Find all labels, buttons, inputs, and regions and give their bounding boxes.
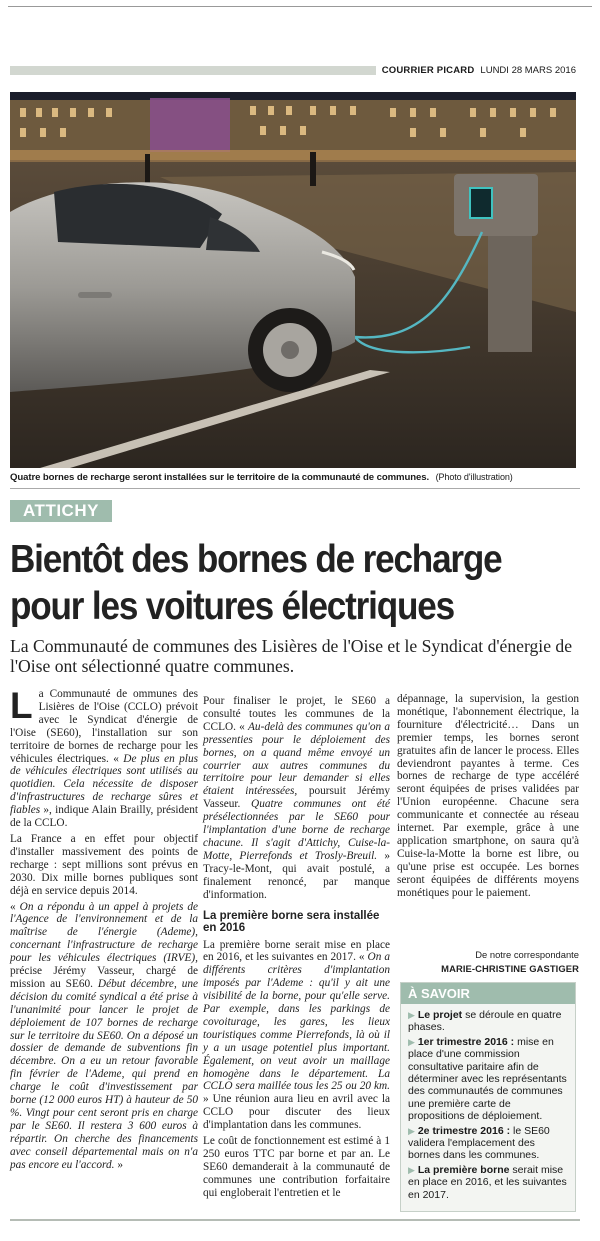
quote-run: Début décembre, une décision du comité syndical a été prise à l'unanimité pour lancer le projet de déploiement de 107 bornes de recharge sur le territoire du SE60. On a déposé un dossier de demande de subventions fin décembre. On a eu un retour favorable fin février de l'Ademe, qui prend en charge le coût d'investissement par borne (12 000 euros HT) à hauteur de 50 %. Vingt pour cent seront pris en charge par le SE60. Il restera 3 600 euros à répartir. On cherche des financements avec conseil départemental mais on n'a pas encore eu l'accord. [10,977,199,1171]
a-savoir-box [400,982,576,1212]
text-run: Pour finaliser le projet, le SE60 a consulté toutes les communes de la CCLO. « [203,695,390,733]
photo-credit: (Photo d'illustration) [435,472,513,482]
paragraph-6: Le coût de fonctionnement est estimé à 1 250 euros TTC par borne et par an. Le SE60 demanderait à la communauté de communes une contribution forfaitaire qui engloberait l'entretien et le [203,1135,390,1199]
photo-caption [10,472,580,483]
a-savoir-title: À SAVOIR [401,983,575,1004]
paragraph-6-continued: dépannage, la supervision, la gestion monétique, l'abonnement électrique, la fourniture d'électricité… Dans un premier temps, les bornes seront gratuites afin de lancer le process. Elles deviendront payantes à terme. Ces bornes de recharge de type accéléré seront équipées de prises validées par l'Union européenne. Chacune sera communicante et connectée au réseau internet. Par exemple, grâce à une application smartphone, on saura qu'à Cuise-la-Motte la borne est libre, ou qu'une prise est occupée. Les bornes seront équipées de différents moyens monétiques pour le paiement. [397,693,579,899]
paragraph-4 [203,695,390,902]
article-column-3 [397,693,579,974]
standfirst: La Communauté de communes des Lisières de l'Oise et le Syndicat d'énergie de l'Oise ont sélectionné quatre communes. [10,636,573,676]
text-run: poursuit Jérémy Vasseur. [203,785,391,811]
item-text: se déroule en quatre phases. [408,1009,562,1034]
quote-run: Quatre communes ont été présélectionnées par le SE60 pour l'implantation d'une borne de recharge chacune. Il s'agit d'Attichy, Cuise-la-Motte, Pierrefonds et Trosly-Breuil. [203,798,390,862]
quote-run: On a répondu à un appel à projets de l'Agence de l'environnement et de la maîtrise de l'énergie (Ademe), concernant l'infrastructure de recharge pour les véhicules électriques (IRVE), [10,900,198,965]
item-text: le SE60 validera l'emplacement des bornes dans les communes. [408,1124,550,1162]
article-photo [10,92,576,468]
item-text: serait mise en place en 2016, et les suivantes en 2017. [408,1163,567,1201]
photo-illustration [10,92,576,468]
text-run: « [10,900,16,913]
text-run: », indique Alain Brailly, président de la CCLO. [10,804,198,830]
issue-date: LUNDI 28 MARS 2016 [480,65,576,76]
drop-cap: L [10,685,33,726]
caption-text: Quatre bornes de recharge seront installées sur le territoire de la communauté de communes. [10,472,430,483]
caption-divider [10,488,580,489]
text-run: précise Jérémy Vasseur, chargé de mission au SE60. [10,965,198,990]
masthead-bar [10,66,376,75]
headline-line-2: pour les voitures électriques [10,585,454,628]
item-lead: La première borne [417,1163,510,1176]
headline-line-1: Bientôt des bornes de recharge [10,538,502,581]
item-lead: Le projet [417,1009,463,1021]
byline-intro: De notre correspondante [475,949,579,960]
masthead [10,64,576,77]
a-savoir-item [408,1009,569,1034]
newspaper-name: COURRIER PICARD [381,65,475,76]
a-savoir-list [401,1004,575,1201]
paragraph-5 [203,939,390,1133]
triangle-bullet-icon: ▶ [408,1125,415,1136]
byline-name: MARIE-CHRISTINE GASTIGER [441,963,579,974]
a-savoir-item [408,1125,569,1162]
headline [10,536,530,630]
quote-run: Au-delà des communes qu'on a pressenties pour le déploiement des bornes, on a quand même envoyé un courrier aux autres communes du territoire pour leur demander si elles étaient intéressées, [203,720,390,798]
paragraph-2: La France a en effet pour objectif d'installer massivement des points de recharge : sept millions sont prévus en 2030. Dix mille bornes publiques sont déjà en service depuis 2014. [10,832,198,897]
location-tag: ATTICHY [10,500,112,522]
paragraph-1 [10,685,198,830]
text-run: » [117,1158,123,1171]
item-text: mise en place d'une commission consultative paritaire afin de déterminer avec les représentants des communautés de communes une première carte de propositions de déploiement. [408,1035,567,1123]
a-savoir-item [408,1036,569,1123]
a-savoir-item [408,1164,569,1201]
triangle-bullet-icon: ▶ [408,1036,415,1047]
text-run: La première borne serait mise en place en 2016, et les suivantes en 2017. « [203,938,390,964]
subheading: La première borne sera installée en 2016 [203,909,380,934]
article-column-2 [203,695,390,1203]
bottom-rule [10,1219,580,1221]
paragraph-3 [10,901,198,1172]
item-lead: 2e trimestre 2016 : [417,1124,511,1137]
quote-run: De plus en plus de véhicules électriques sont utilisés au quotidien. Cela nécessite de disposer d'infrastructures de recharge sûres et fiables [10,752,198,817]
text-run: » Une réunion aura lieu en avril avec la CCLO pour discuter des lieux d'implantation dans les communes. [203,1093,390,1132]
top-rule [8,6,592,7]
text-run: a Communauté de ommunes des Lisières de l'Oise (CCLO) prévoit avec le Syndicat d'énergie de l'Oise (SE60), l'installation sur son territoire de bornes de recharge pour les véhicules électriques. « [10,688,198,765]
item-lead: 1er trimestre 2016 : [417,1035,515,1048]
quote-run: On a différents critères d'implantation imposés par l'Ademe : qu'il y ait une visibilité de la borne, pour qu'elle serve. Par exemple, dans les parkings de covoiturage, les gares, les lieux touristiques comme Pierrefonds, là où il y a un usage potentiel plus important. Également, on veut avoir un maillage homogène dans le département. La CCLO sera maillée tous les 25 ou 20 km. [203,951,390,1093]
article-column-1 [10,685,199,1175]
triangle-bullet-icon: ▶ [408,1010,415,1020]
triangle-bullet-icon: ▶ [408,1164,415,1175]
text-run: » Tracy-le-Mont, qui avait postulé, a finalement renoncé, par manque d'information. [203,849,390,901]
